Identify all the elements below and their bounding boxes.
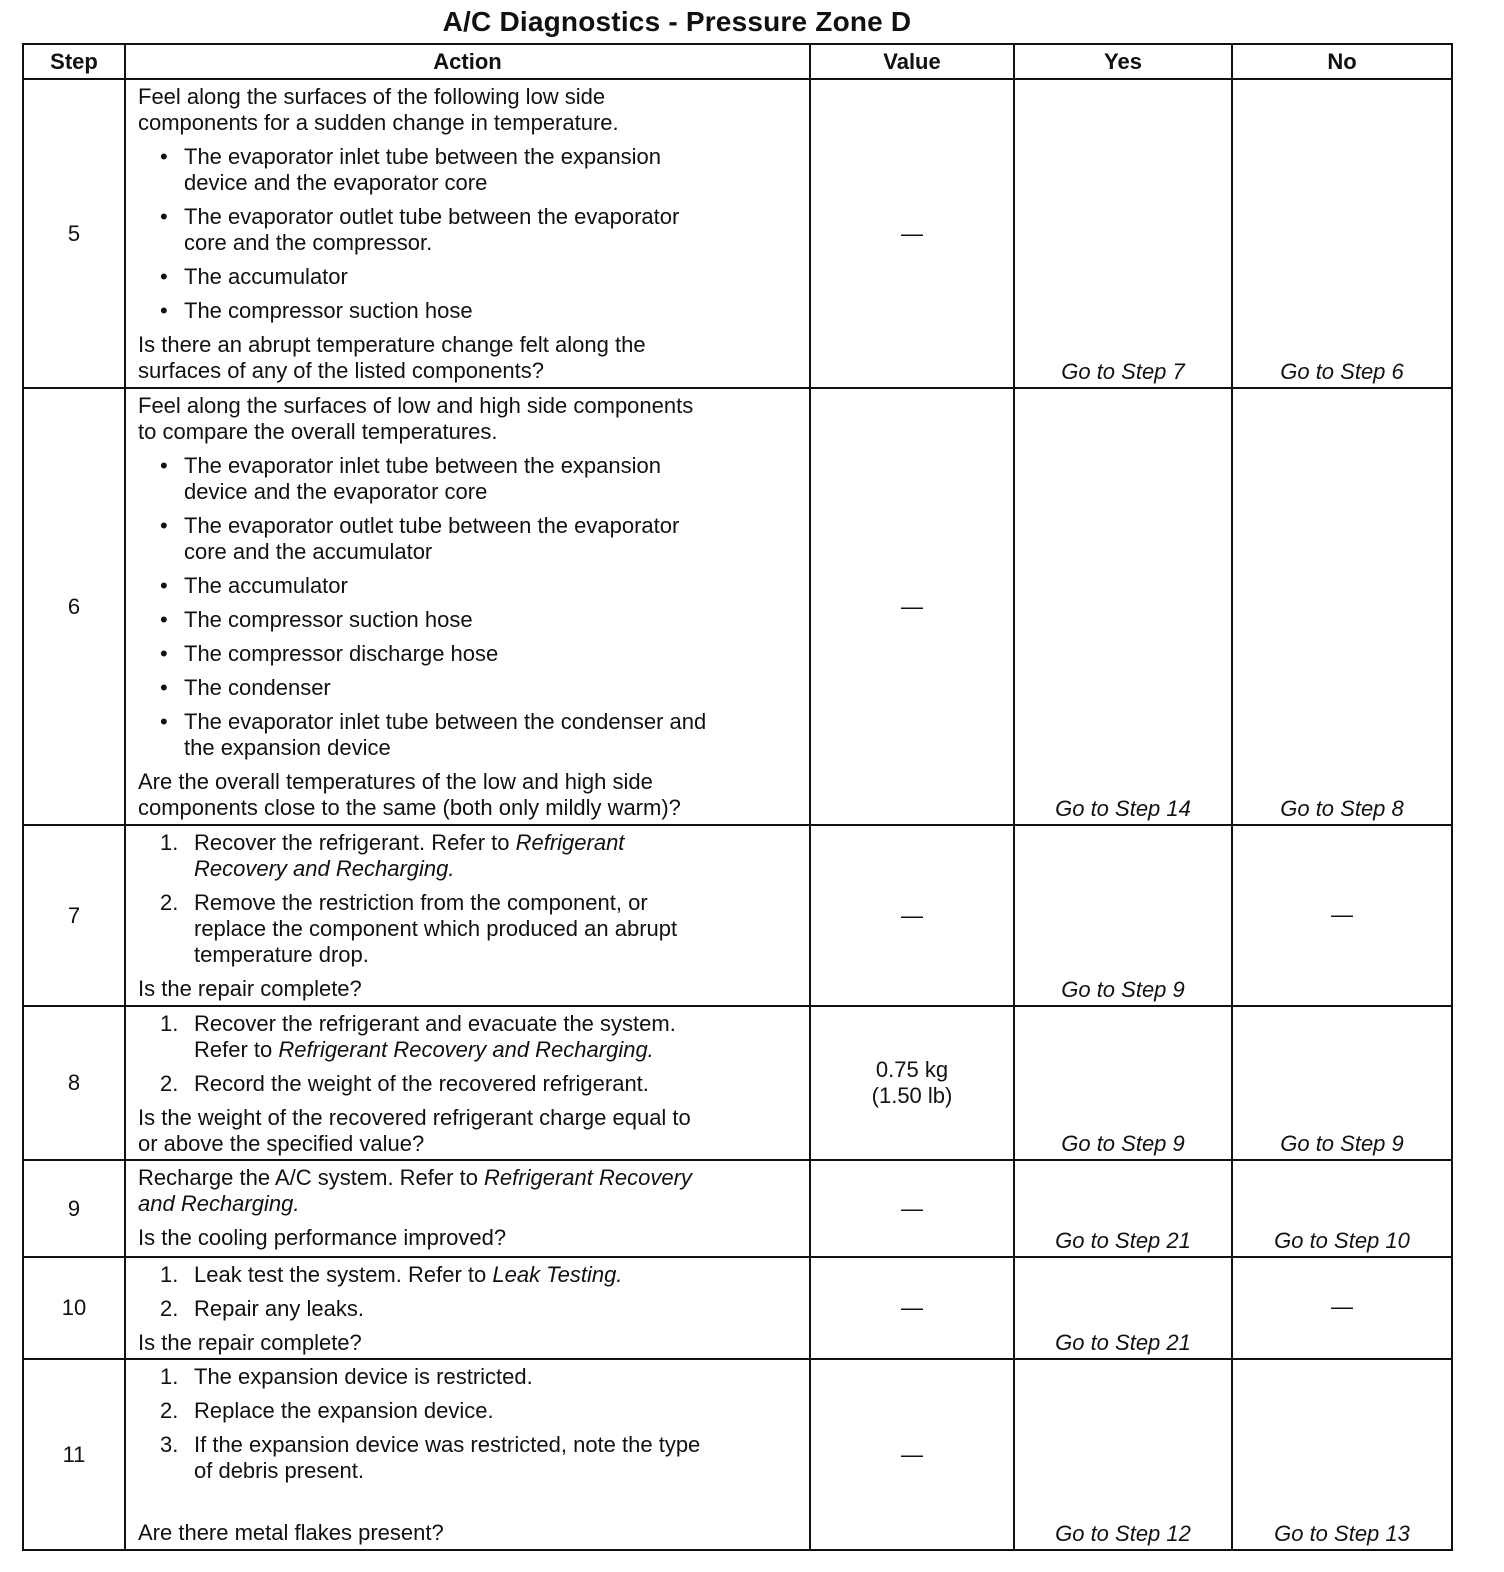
no-cell: Go to Step 8 (1232, 388, 1452, 825)
table-row (23, 825, 1452, 1006)
yes-cell: Go to Step 9 (1014, 1006, 1232, 1160)
question-text: Is the weight of the recovered refrigerant charge equal to (138, 1105, 691, 1130)
bullet-item: • The evaporator inlet tube between the condenser and the expansion device (160, 709, 707, 760)
numbered-item: 1. Recover the refrigerant and evacuate the system. Refer to Refrigerant Recovery and Recharging. (160, 1011, 676, 1062)
question-text: Is the repair complete? (138, 976, 362, 1001)
table-row (23, 388, 1452, 825)
numbered-item: 2. Replace the expansion device. (160, 1398, 494, 1423)
table-row (23, 79, 1452, 388)
bullet-item: • The evaporator outlet tube between the evaporator core and the compressor. (160, 204, 680, 255)
action-cell (125, 1006, 810, 1160)
action-cell (125, 825, 810, 1006)
yes-cell: Go to Step 7 (1014, 79, 1232, 388)
numbered-item: 2. Repair any leaks. (160, 1296, 364, 1321)
numbered-item: 2. Remove the restriction from the component, or replace the component which produced an abrupt temperature drop. (160, 890, 678, 967)
table-row (23, 1359, 1452, 1550)
table-row (23, 1257, 1452, 1359)
numbered-item: 3. If the expansion device was restricted, note the type of debris present. (160, 1432, 701, 1483)
action-cell (125, 1257, 810, 1359)
header-no: No (1232, 44, 1452, 79)
value-cell: — (810, 1160, 1014, 1257)
no-cell: Go to Step 6 (1232, 79, 1452, 388)
numbered-item: 1. Leak test the system. Refer to Leak Testing. (160, 1262, 623, 1287)
value-cell: — (810, 388, 1014, 825)
question-text: or above the specified value? (138, 1131, 425, 1156)
bullet-item: • The compressor suction hose (160, 298, 473, 323)
value-cell: — (810, 79, 1014, 388)
action-cell (125, 388, 810, 825)
bullet-item: • The compressor suction hose (160, 607, 473, 632)
action-text: Feel along the surfaces of low and high side components (138, 393, 694, 418)
bullet-item: • The condenser (160, 675, 331, 700)
action-cell (125, 79, 810, 388)
question-text: Are there metal flakes present? (138, 1520, 444, 1545)
yes-cell: Go to Step 12 (1014, 1359, 1232, 1550)
no-cell: — (1232, 825, 1452, 1006)
question-text: surfaces of any of the listed components? (138, 358, 545, 383)
bullet-item: • The accumulator (160, 264, 348, 289)
step-number: 11 (23, 1359, 125, 1550)
action-cell (125, 1160, 810, 1257)
action-cell (125, 1359, 810, 1550)
question-text: Is the repair complete? (138, 1330, 362, 1355)
step-number: 10 (23, 1257, 125, 1359)
table-row (23, 1160, 1452, 1257)
no-cell: Go to Step 10 (1232, 1160, 1452, 1257)
table-header-row (23, 44, 1452, 79)
bullet-item: • The evaporator outlet tube between the evaporator core and the accumulator (160, 513, 680, 564)
question-text: Are the overall temperatures of the low and high side (138, 769, 653, 794)
no-cell: Go to Step 9 (1232, 1006, 1452, 1160)
step-number: 8 (23, 1006, 125, 1160)
question-text: Is the cooling performance improved? (138, 1225, 507, 1250)
value-cell (810, 1006, 1014, 1160)
yes-cell: Go to Step 21 (1014, 1257, 1232, 1359)
header-yes: Yes (1014, 44, 1232, 79)
numbered-item: 1. The expansion device is restricted. (160, 1364, 533, 1389)
question-text: Is there an abrupt temperature change felt along the (138, 332, 646, 357)
header-value: Value (810, 44, 1014, 79)
page-title: A/C Diagnostics - Pressure Zone D (442, 6, 912, 37)
action-text: Recharge the A/C system. Refer to Refrigerant Recovery (138, 1165, 692, 1190)
bullet-item: • The compressor discharge hose (160, 641, 499, 666)
action-text: and Recharging. (138, 1191, 300, 1216)
yes-cell: Go to Step 9 (1014, 825, 1232, 1006)
numbered-item: 2. Record the weight of the recovered refrigerant. (160, 1071, 649, 1096)
no-cell: — (1232, 1257, 1452, 1359)
value-cell: — (810, 1257, 1014, 1359)
action-text: components for a sudden change in temperature. (138, 110, 619, 135)
no-cell: Go to Step 13 (1232, 1359, 1452, 1550)
table-row (23, 1006, 1452, 1160)
yes-cell: Go to Step 21 (1014, 1160, 1232, 1257)
header-action: Action (125, 44, 810, 79)
yes-cell: Go to Step 14 (1014, 388, 1232, 825)
bullet-item: • The evaporator inlet tube between the expansion device and the evaporator core (160, 453, 661, 504)
action-text: Feel along the surfaces of the following low side (138, 84, 606, 109)
header-step: Step (23, 44, 125, 79)
value-metric: 0.75 kg (875, 1057, 949, 1082)
step-number: 5 (23, 79, 125, 388)
numbered-item: 1. Recover the refrigerant. Refer to Refrigerant Recovery and Recharging. (160, 830, 625, 881)
value-cell: — (810, 825, 1014, 1006)
step-number: 9 (23, 1160, 125, 1257)
step-number: 7 (23, 825, 125, 1006)
action-text: to compare the overall temperatures. (138, 419, 498, 444)
bullet-item: • The evaporator inlet tube between the expansion device and the evaporator core (160, 144, 661, 195)
bullet-item: • The accumulator (160, 573, 348, 598)
question-text: components close to the same (both only mildly warm)? (138, 795, 681, 820)
step-number: 6 (23, 388, 125, 825)
diagnostic-table (22, 43, 1453, 1551)
value-imperial: (1.50 lb) (871, 1083, 953, 1108)
value-cell: — (810, 1359, 1014, 1550)
